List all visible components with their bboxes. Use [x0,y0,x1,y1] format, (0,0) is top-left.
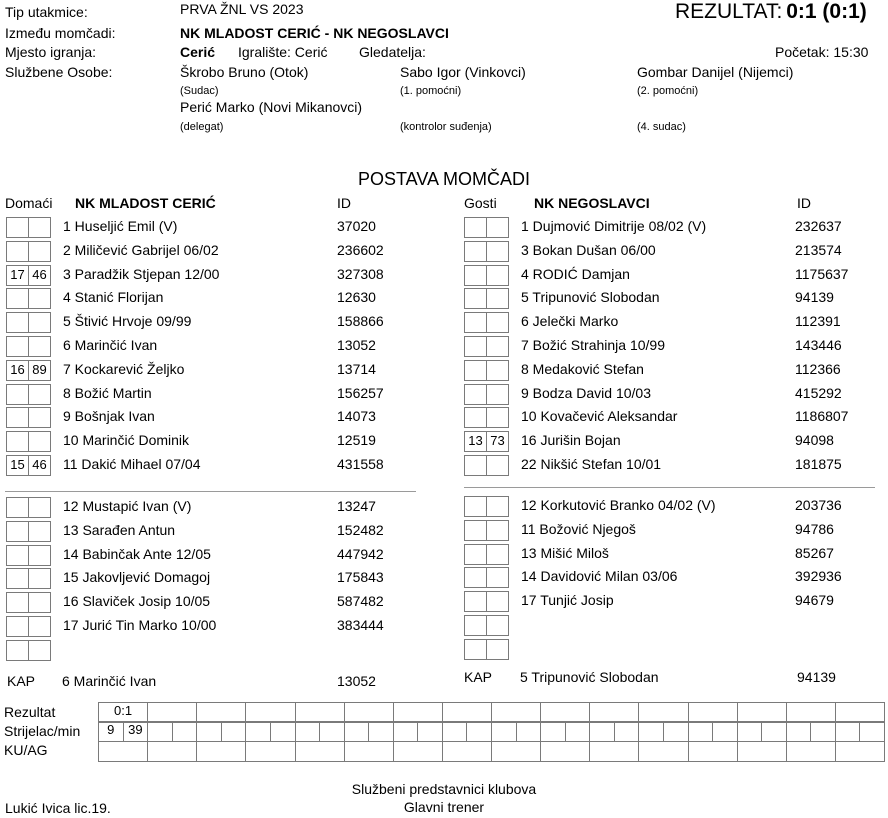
away-sub-in-minute-cell [464,312,487,333]
home-player-id: 37020 [337,218,376,234]
away-player-id: 112366 [795,360,841,377]
home-player-id: 327308 [337,265,384,282]
home-sub-in-minute-cell [6,640,29,661]
result-cell [688,702,738,723]
official-assistant1-role: (1. pomoćni) [400,85,462,97]
grid-result-label: Rezultat [4,704,56,720]
result-cell [737,702,787,723]
ku-ag-cell [737,741,787,762]
match-type-label: Tip utakmice: [5,4,88,20]
away-sub-minute-cell [486,567,509,588]
home-sub-minute-cell [28,241,51,262]
home-sub-in-minute-cell [6,616,29,637]
scorer-minute-cell [589,721,615,742]
result-header [675,0,867,24]
away-player-id: 181875 [795,456,842,472]
scorer-minute-cell [688,721,714,742]
result-cell [589,702,639,723]
home-player-id: 13247 [337,498,376,514]
away-sub-minute-cell [486,312,509,333]
home-player-id: 152482 [337,521,384,538]
away-sub-in-minute-cell [464,520,487,541]
away-sub-minute-cell [486,496,509,517]
away-player-name: 13 Mišić Miloš [521,544,609,561]
home-sub-minute-cell [28,568,51,589]
official-referee-role: (Sudac) [180,85,219,97]
away-divider [464,487,875,488]
away-player-name: 3 Bokan Dušan 06/00 [521,241,656,258]
official-referee-name: Škrobo Bruno (Otok) [180,64,309,80]
away-sub-in-minute-cell [464,639,487,660]
grid-scorer-label: Strijelac/min [4,723,81,739]
head-coach-role: Glavni trener [403,799,485,815]
away-player-id: 94679 [795,592,834,609]
away-sub-minute-cell [486,288,509,309]
scorer-minute-cell [295,721,321,742]
home-sub-in-minute-cell [6,497,29,518]
home-player-id: 12630 [337,289,376,306]
home-player-id: 447942 [337,545,384,562]
home-sub-minute-cell [28,545,51,566]
away-sub-in-minute-cell [464,288,487,309]
home-player-name: 4 Stanić Florijan [63,289,164,306]
away-player-name: 8 Medaković Stefan [521,360,644,377]
away-player-id: 1186807 [795,408,849,425]
ku-ag-cell [245,741,295,762]
home-sub-minute-cell [28,217,51,238]
away-id-label: ID [797,195,811,211]
match-type-value: PRVA ŽNL VS 2023 [180,1,304,17]
ku-ag-cell [786,741,836,762]
away-player-name: 9 Bodza David 10/03 [521,384,651,401]
away-sub-minute-cell [486,241,509,262]
result-cell [540,702,590,723]
away-sub-minute-cell [486,384,509,405]
ku-ag-cell [147,741,197,762]
home-sub-minute-cell [28,336,51,357]
spectators-label: Gledatelja: [359,44,426,60]
home-sub-in-minute-cell: 17 [6,265,29,286]
home-sub-minute-cell: 46 [28,265,51,286]
kickoff-time: Početak: 15:30 [775,44,869,60]
scorer-minute-cell [491,721,517,742]
result-cell [147,702,197,723]
ku-ag-cell [442,741,492,762]
home-divider [5,491,416,492]
lineup-title: POSTAVA MOMČADI [357,169,531,189]
home-player-name: 8 Božić Martin [63,384,152,401]
scorer-minute-cell [147,721,173,742]
home-sub-in-minute-cell [6,217,29,238]
away-sub-in-minute-cell [464,241,487,262]
scorer-minute-cell [663,721,689,742]
home-sub-minute-cell [28,431,51,452]
scorer-minute-cell [786,721,812,742]
away-player-id: 94098 [795,432,834,449]
scorer-minute-cell [638,721,664,742]
home-player-id: 175843 [337,569,384,586]
officials-label: Službene Osobe: [5,64,113,80]
ku-ag-cell [393,741,443,762]
home-player-name: 10 Marinčić Dominik [63,432,190,449]
home-player-id: 431558 [337,456,384,472]
result-cell [196,702,246,723]
away-sub-in-minute-cell: 13 [464,431,487,452]
home-player-name: 7 Kockarević Željko [63,360,185,377]
home-sub-in-minute-cell [6,312,29,333]
away-player-id: 203736 [795,497,842,513]
away-sub-in-minute-cell [464,407,487,428]
club-representatives-label: Službeni predstavnici klubova [351,781,537,797]
home-player-name: 9 Bošnjak Ivan [63,408,155,425]
scorer-minute-cell [245,721,271,742]
away-sub-in-minute-cell [464,217,487,238]
home-sub-in-minute-cell [6,431,29,452]
home-captain-label: KAP [7,673,36,689]
home-captain-name: 6 Marinčić Ivan [62,673,157,689]
scorer-minute-cell [466,721,492,742]
grid-ku-label: KU/AG [4,742,48,758]
away-captain-name: 5 Tripunović Slobodan [520,669,659,685]
home-sub-minute-cell [28,640,51,661]
away-side-label: Gosti [464,195,497,211]
home-sub-minute-cell [28,384,51,405]
away-sub-minute-cell [486,615,509,636]
home-team-name: NK MLADOST CERIĆ [75,195,216,211]
ku-ag-cell [835,741,885,762]
home-player-name: 15 Jakovljević Domagoj [63,569,211,586]
result-cell [786,702,836,723]
scorer-minute-cell [442,721,468,742]
away-captain-label: KAP [464,669,493,685]
official-controller-role: (kontrolor suđenja) [400,121,492,133]
home-sub-minute-cell [28,288,51,309]
home-player-name: 2 Miličević Gabrijel 06/02 [63,241,219,258]
ku-ag-cell [491,741,541,762]
home-sub-in-minute-cell: 15 [6,455,29,476]
away-player-name: 1 Dujmović Dimitrije 08/02 (V) [521,218,707,234]
away-sub-in-minute-cell [464,591,487,612]
scorer-minute-cell [344,721,370,742]
away-sub-minute-cell [486,407,509,428]
home-sub-minute-cell: 46 [28,455,51,476]
official-delegate-name: Perić Marko (Novi Mikanovci) [180,99,363,115]
home-sub-in-minute-cell [6,336,29,357]
result-label: REZULTAT: [675,0,783,23]
home-sub-in-minute-cell [6,384,29,405]
match-title: NK MLADOST CERIĆ - NK NEGOSLAVCI [180,25,449,41]
scorer-minute-cell: 9 [98,721,124,742]
away-sub-minute-cell [486,336,509,357]
venue-label: Mjesto igranja: [5,44,97,60]
scorer-minute-cell [565,721,591,742]
result-cell [344,702,394,723]
away-player-name: 14 Davidović Milan 03/06 [521,568,678,585]
home-player-name: 16 Slaviček Josip 10/05 [63,593,211,610]
scorer-minute-cell [761,721,787,742]
away-player-name: 16 Jurišin Bojan [521,432,621,449]
scorer-minute-cell [417,721,443,742]
away-sub-minute-cell [486,360,509,381]
away-sub-minute-cell: 73 [486,431,509,452]
scorer-minute-cell [614,721,640,742]
away-sub-in-minute-cell [464,265,487,286]
away-sub-minute-cell [486,455,509,476]
home-sub-minute-cell [28,407,51,428]
ku-ag-cell [589,741,639,762]
home-sub-minute-cell [28,592,51,613]
home-player-name: 1 Huseljić Emil (V) [63,218,178,234]
home-player-id: 158866 [337,313,384,330]
scorer-minute-cell [196,721,222,742]
scorer-minute-cell [516,721,542,742]
away-sub-minute-cell [486,639,509,660]
home-player-id: 236602 [337,241,384,258]
home-player-name: 5 Štivić Hrvoje 09/99 [63,313,192,330]
result-cell [491,702,541,723]
away-sub-in-minute-cell [464,360,487,381]
home-sub-in-minute-cell [6,407,29,428]
scorer-minute-cell [810,721,836,742]
home-player-id: 383444 [337,617,384,633]
away-sub-in-minute-cell [464,496,487,517]
official-assistant2-name: Gombar Danijel (Nijemci) [637,64,794,80]
result-cell [638,702,688,723]
home-id-label: ID [337,195,351,211]
away-sub-minute-cell [486,591,509,612]
result-cell [835,702,885,723]
home-side-label: Domaći [5,195,53,211]
home-sub-in-minute-cell [6,288,29,309]
away-captain-id: 94139 [797,669,836,685]
home-player-name: 3 Paradžik Stjepan 12/00 [63,265,220,282]
home-player-id: 12519 [337,432,376,449]
away-player-name: 22 Nikšić Stefan 10/01 [521,456,662,472]
result-cell [295,702,345,723]
venue-value: Cerić [180,44,216,60]
pitch-value: Igralište: Cerić [238,44,328,60]
away-player-id: 143446 [795,337,842,353]
home-player-name: 13 Sarađen Antun [63,521,176,538]
official-assistant2-role: (2. pomoćni) [637,85,699,97]
away-player-name: 12 Korkutović Branko 04/02 (V) [521,497,716,513]
home-player-id: 156257 [337,384,384,401]
away-player-name: 10 Kovačević Aleksandar [521,408,678,425]
scorer-minute-cell [859,721,885,742]
ku-ag-cell [196,741,246,762]
home-sub-in-minute-cell [6,241,29,262]
scorer-minute-cell: 39 [123,721,149,742]
away-sub-in-minute-cell [464,615,487,636]
result-cell [393,702,443,723]
home-sub-in-minute-cell: 16 [6,360,29,381]
official-delegate-role: (delegat) [180,121,224,133]
scorer-minute-cell [712,721,738,742]
result-cell [442,702,492,723]
home-sub-minute-cell [28,312,51,333]
home-player-id: 13714 [337,360,376,377]
away-player-name: 17 Tunjić Josip [521,592,614,609]
away-player-name: 6 Jelečki Marko [521,313,619,330]
result-cell [245,702,295,723]
home-player-id: 587482 [337,593,384,610]
home-player-name: 6 Marinčić Ivan [63,337,158,353]
scorer-minute-cell [172,721,198,742]
home-sub-in-minute-cell [6,545,29,566]
away-player-id: 94786 [795,520,834,537]
ku-ag-cell [540,741,590,762]
home-player-id: 13052 [337,337,376,353]
result-cell: 0:1 [98,702,148,723]
away-player-name: 4 RODIĆ Damjan [521,265,630,282]
home-sub-minute-cell [28,497,51,518]
away-sub-minute-cell [486,217,509,238]
away-player-id: 392936 [795,568,842,585]
away-player-id: 94139 [795,289,834,306]
away-player-id: 232637 [795,218,842,234]
away-player-name: 11 Božović Njegoš [521,520,636,537]
home-player-id: 14073 [337,408,376,425]
teams-label: Između momčadi: [5,25,116,41]
home-sub-minute-cell: 89 [28,360,51,381]
home-player-name: 12 Mustapić Ivan (V) [63,498,192,514]
scorer-minute-cell [368,721,394,742]
scorer-minute-cell [393,721,419,742]
away-sub-in-minute-cell [464,544,487,565]
away-sub-in-minute-cell [464,455,487,476]
scorer-minute-cell [737,721,763,742]
away-player-id: 213574 [795,241,842,258]
scorer-minute-cell [540,721,566,742]
away-player-name: 7 Božić Strahinja 10/99 [521,337,665,353]
home-captain-id: 13052 [337,673,376,689]
result-value: 0:1 (0:1) [786,0,867,23]
away-sub-minute-cell [486,265,509,286]
scorer-minute-cell [270,721,296,742]
home-sub-minute-cell [28,616,51,637]
official-fourth-role: (4. sudac) [637,121,686,133]
away-team-name: NK NEGOSLAVCI [534,195,650,211]
away-player-id: 85267 [795,544,834,561]
home-player-name: 17 Jurić Tin Marko 10/00 [63,617,217,633]
scorer-minute-cell [221,721,247,742]
ku-ag-cell [98,741,148,762]
away-sub-in-minute-cell [464,567,487,588]
ku-ag-cell [344,741,394,762]
away-sub-in-minute-cell [464,336,487,357]
away-sub-in-minute-cell [464,384,487,405]
home-sub-in-minute-cell [6,568,29,589]
ku-ag-cell [295,741,345,762]
away-sub-minute-cell [486,544,509,565]
head-coach-name: Lukić Ivica lic.19. [5,800,111,816]
away-sub-minute-cell [486,520,509,541]
scorer-minute-cell [835,721,861,742]
scorer-minute-cell [319,721,345,742]
home-sub-minute-cell [28,521,51,542]
away-player-id: 1175637 [795,265,849,282]
home-sub-in-minute-cell [6,592,29,613]
ku-ag-cell [638,741,688,762]
away-player-name: 5 Tripunović Slobodan [521,289,660,306]
home-sub-in-minute-cell [6,521,29,542]
ku-ag-cell [688,741,738,762]
official-assistant1-name: Sabo Igor (Vinkovci) [400,64,526,80]
away-player-id: 415292 [795,384,842,401]
away-player-id: 112391 [795,313,841,330]
home-player-name: 14 Babinčak Ante 12/05 [63,545,211,562]
home-player-name: 11 Dakić Mihael 07/04 [63,456,201,472]
